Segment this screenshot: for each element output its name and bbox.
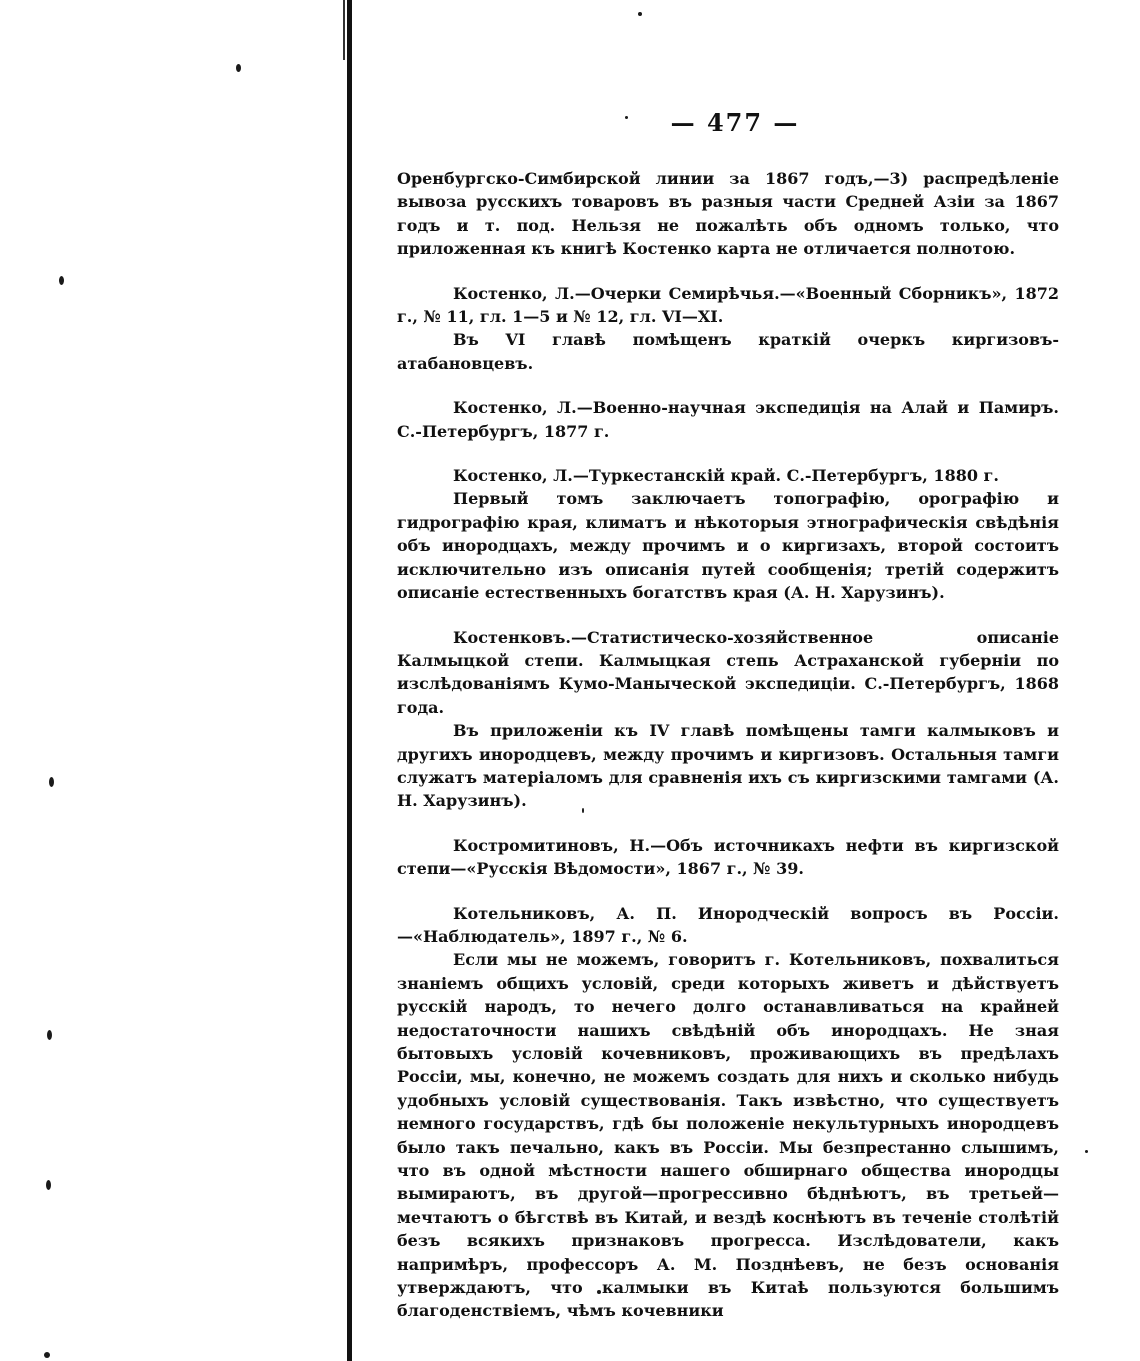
scan-speck — [44, 1352, 50, 1358]
entry-annotation: Въ приложеніи къ IV главѣ помѣщены тамги калмыковъ и другихъ инородцевъ, между прочимъ и киргизовъ. Остальныя тамги служатъ матеріаломъ для сравненія ихъ съ киргизскими тамгами (А. Н. Харузинъ). — [397, 721, 1059, 811]
bibliography-entry-kotelnikov: Котельниковъ, А. П. Инородческій вопросъ въ Россіи.—«Наблюдатель», 1897 г., № 6. — [397, 903, 1059, 946]
scan-speck — [49, 777, 54, 787]
scan-speck — [625, 116, 628, 119]
page-number: — 477 — — [670, 108, 800, 137]
bibliography-entry-kostenko-turkestan: Костенко, Л.—Туркестанскій край. С.-Петербургъ, 1880 г. — [453, 466, 999, 486]
scan-speck — [59, 276, 64, 285]
scan-speck — [47, 1030, 52, 1040]
entry-annotation: Первый томъ заключаетъ топографію, орографію и гидрографію края, климатъ и нѣкоторыя этнографическія свѣдѣнія объ инородцахъ, между прочимъ и о киргизахъ, второй состоитъ исключительно изъ описанія путей сообщенія; третій содержитъ описаніе естественныхъ богатствъ края (А. Н. Харузинъ). — [397, 489, 1059, 603]
bibliography-entry-kostenko-semirechye: Костенко, Л.—Очерки Семирѣчья.—«Военный Сборникъ», 1872 г., № 11, гл. 1—5 и № 12, гл. VI—XI. — [397, 283, 1059, 327]
entry-annotation: Если мы не можемъ, говоритъ г. Котельниковъ, похвалиться знаніемъ общихъ условій, среди которыхъ живетъ и дѣйствуетъ русскій народъ, то нечего долго останавливаться на крайней недостаточности нашихъ свѣдѣній объ инородцахъ. Не зная бытовыхъ условій кочевниковъ, проживающихъ въ предѣлахъ Россіи, мы, конечно, не можемъ создать для нихъ и сколько нибудь удобныхъ условій существованія. Такъ извѣстно, что существуетъ немного государствъ, гдѣ бы положеніе некультурныхъ инородцевъ было такъ печально, какъ въ Россіи. Мы безпрестанно слышимъ, что въ одной мѣстности нашего обширнаго общества инородцы вымираютъ, въ другой—прогрессивно бѣднѣютъ, въ третьей—мечтаютъ о бѣгствѣ въ Китай, и вездѣ коснѣютъ въ теченіе столѣтій безъ всякихъ признаковъ прогресса. Изслѣдователи, какъ напримѣръ, профессоръ А. М. Позднѣевъ, не безъ основанія утверждаютъ, что калмыки въ Китаѣ пользуются большимъ благоденствіемъ, чѣмъ кочевники — [397, 950, 1059, 1321]
scan-speck — [236, 64, 241, 72]
bibliography-entry-kostenkov: Костенковъ.—Статистическо-хозяйственное описаніе Калмыцкой степи. Калмыцкая степь Астраханской губерніи по изслѣдованіямъ Кумо-Маныческой экспедиціи. С.-Петербургъ, 1868 года. — [397, 627, 1059, 717]
page-gutter-rule — [347, 0, 352, 1361]
bibliography-entry-kostromitinov: Костромитиновъ, Н.—Объ источникахъ нефти въ киргизской степи—«Русскія Вѣдомости», 1867 г., № 39. — [397, 835, 1059, 879]
scan-speck — [1085, 1150, 1088, 1153]
scan-speck — [638, 12, 642, 16]
bibliography-text — [397, 167, 1059, 1323]
page-gutter-rule-thin — [343, 0, 345, 60]
continuation-paragraph: Оренбургско-Симбирской линии за 1867 годъ,—3) распредѣленіе вывоза русскихъ товаровъ въ разныя части Средней Азіи за 1867 годъ и т. под. Нельзя не пожалѣть объ одномъ только, что приложенная къ книгѣ Костенко карта не отличается полнотою. — [397, 169, 1059, 259]
entry-annotation: Въ VI главѣ помѣщенъ краткій очеркъ киргизовъ-атабановцевъ. — [397, 330, 1059, 373]
scan-speck — [46, 1180, 51, 1190]
bibliography-entry-kostenko-alai: Костенко, Л.—Военно-научная экспедиція на Алай и Памиръ. С.-Петербургъ, 1877 г. — [397, 398, 1059, 441]
